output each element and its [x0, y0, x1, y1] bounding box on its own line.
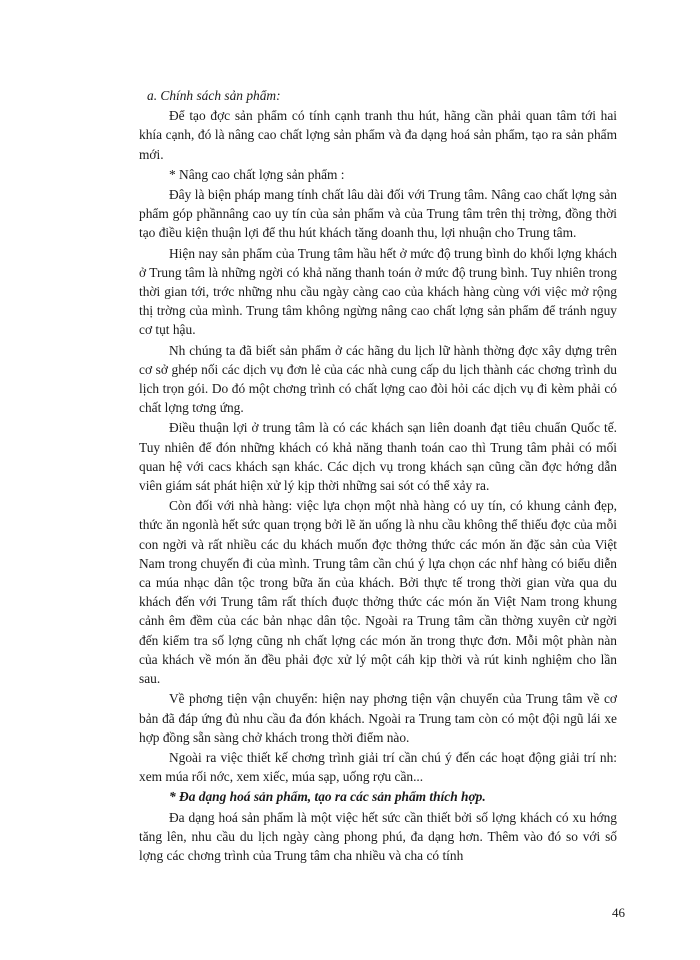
paragraph: Về phơng tiện vận chuyển: hiện nay phơng tiện vận chuyển của Trung tâm về cơ bản đã đáp ứng đủ nhu cầu đa đón khách. Ngoài ra Trung tam còn có một đội ngũ lái xe hợp đồng sẵn sàng chở khách trong thời điểm nào. [139, 691, 617, 745]
paragraph: Còn đối với nhà hàng: việc lựa chọn một nhà hàng có uy tín, có khung cảnh đẹp, thức ăn ngonlà hết sức quan trọng bởi lẽ ăn uống là nhu cầu không thể thiếu đợc của mỗi con ngời và rất nhiều các du khách muốn đợc thởng thức các món ăn đặc sản của Việt Nam trong chuyến đi của mình. Trung tâm cần chú ý lựa chọn các nhf hàng có biểu diễn ca múa nhạc dân tộc trong bữa ăn của khách. Bởi thực tế trong thời gian vừa qua du khách đến với Trung tâm rất thích đuợc thởng thức các món ăn Việt Nam trong khung cảnh êm đềm của các bản nhạc dân tộc. Ngoài ra Trung tâm cần thờng xuyên cử ngời đến kiểm tra số lợng cũng nh chất lợng các món ăn trong thực đơn. Mỗi một phàn nàn của khách về món ăn đều phải đợc xử lý một cáh kịp thời và rút kinh nghiệm cho lần sau. [139, 498, 617, 687]
paragraph: Đây là biện pháp mang tính chất lâu dài đối với Trung tâm. Nâng cao chất lợng sản phẩm góp phầnnâng cao uy tín của sản phẩm và của Trung tâm trên thị trờng, đồng thời tạo điều kiện thuận lợi để thu hút khách tăng doanh thu, lợi nhuận cho Trung tâm. [139, 187, 617, 241]
document-body [139, 86, 617, 866]
paragraph: Điều thuận lợi ở trung tâm là có các khách sạn liên doanh đạt tiêu chuẩn Quốc tế. Tuy nhiên để đón những khách có khả năng thanh toán cao thì Trung tâm phải có mối quan hệ với cacs khách sạn khác. Các dịch vụ trong khách sạn cũng cần đợc hớng dẫn viên giám sát phát hiện xử lý kịp thời những sai sót có thể xảy ra. [139, 420, 617, 494]
paragraph: Hiện nay sản phẩm của Trung tâm hầu hết ở mức độ trung bình do khối lợng khách ở Trung tâm là những ngời có khả năng thanh toán ở mức độ trung bình. Tuy nhiên trong thời gian tới, trớc những nhu cầu ngày càng cao của khách hàng cùng với việc mở rộng thị trờng của mình. Trung tâm không ngừng nâng cao chất lợng sản phẩm để tránh nguy cơ tụt hậu. [139, 245, 617, 338]
subsection-heading: * Đa dạng hoá sản phẩm, tạo ra các sản phẩm thích hợp. [169, 789, 486, 805]
paragraph: Ngoài ra việc thiết kế chơng trình giải trí cần chú ý đến các hoạt động giải trí nh: xem múa rối nớc, xem xiếc, múa sạp, uống rợu cần... [139, 749, 617, 785]
section-heading: a. Chính sách sản phẩm: [147, 88, 281, 103]
paragraph: Đa dạng hoá sản phẩm là một việc hết sức cần thiết bởi số lợng khách có xu hớng tăng lên, nhu cầu du lịch ngày càng phong phú, đa dạng hơn. Thêm vào đó so với số lợng các chơng trình của Trung tâm cha nhiều và cha có tính [139, 809, 617, 863]
paragraph: Để tạo đợc sản phẩm có tính cạnh tranh thu hút, hãng cần phải quan tâm tới hai khía cạnh, đó là nâng cao chất lợng sản phẩm và đa dạng hoá sản phẩm, tạo ra sản phẩm mới. [139, 108, 617, 162]
page-number: 46 [612, 905, 625, 920]
paragraph: Nh chúng ta đã biết sản phẩm ở các hãng du lịch lữ hành thờng đợc xây dựng trên cơ sở ghép nối các dịch vụ đơn lẻ của các nhà cung cấp du lịch thành các chơng trình du lịch trọn gói. Do đó một chơng trình có chất lợng cao đòi hỏi các dịch vụ đi kèm phải có chất lợng tơng ứng. [139, 342, 617, 416]
paragraph: * Nâng cao chất lợng sản phẩm : [169, 166, 345, 182]
